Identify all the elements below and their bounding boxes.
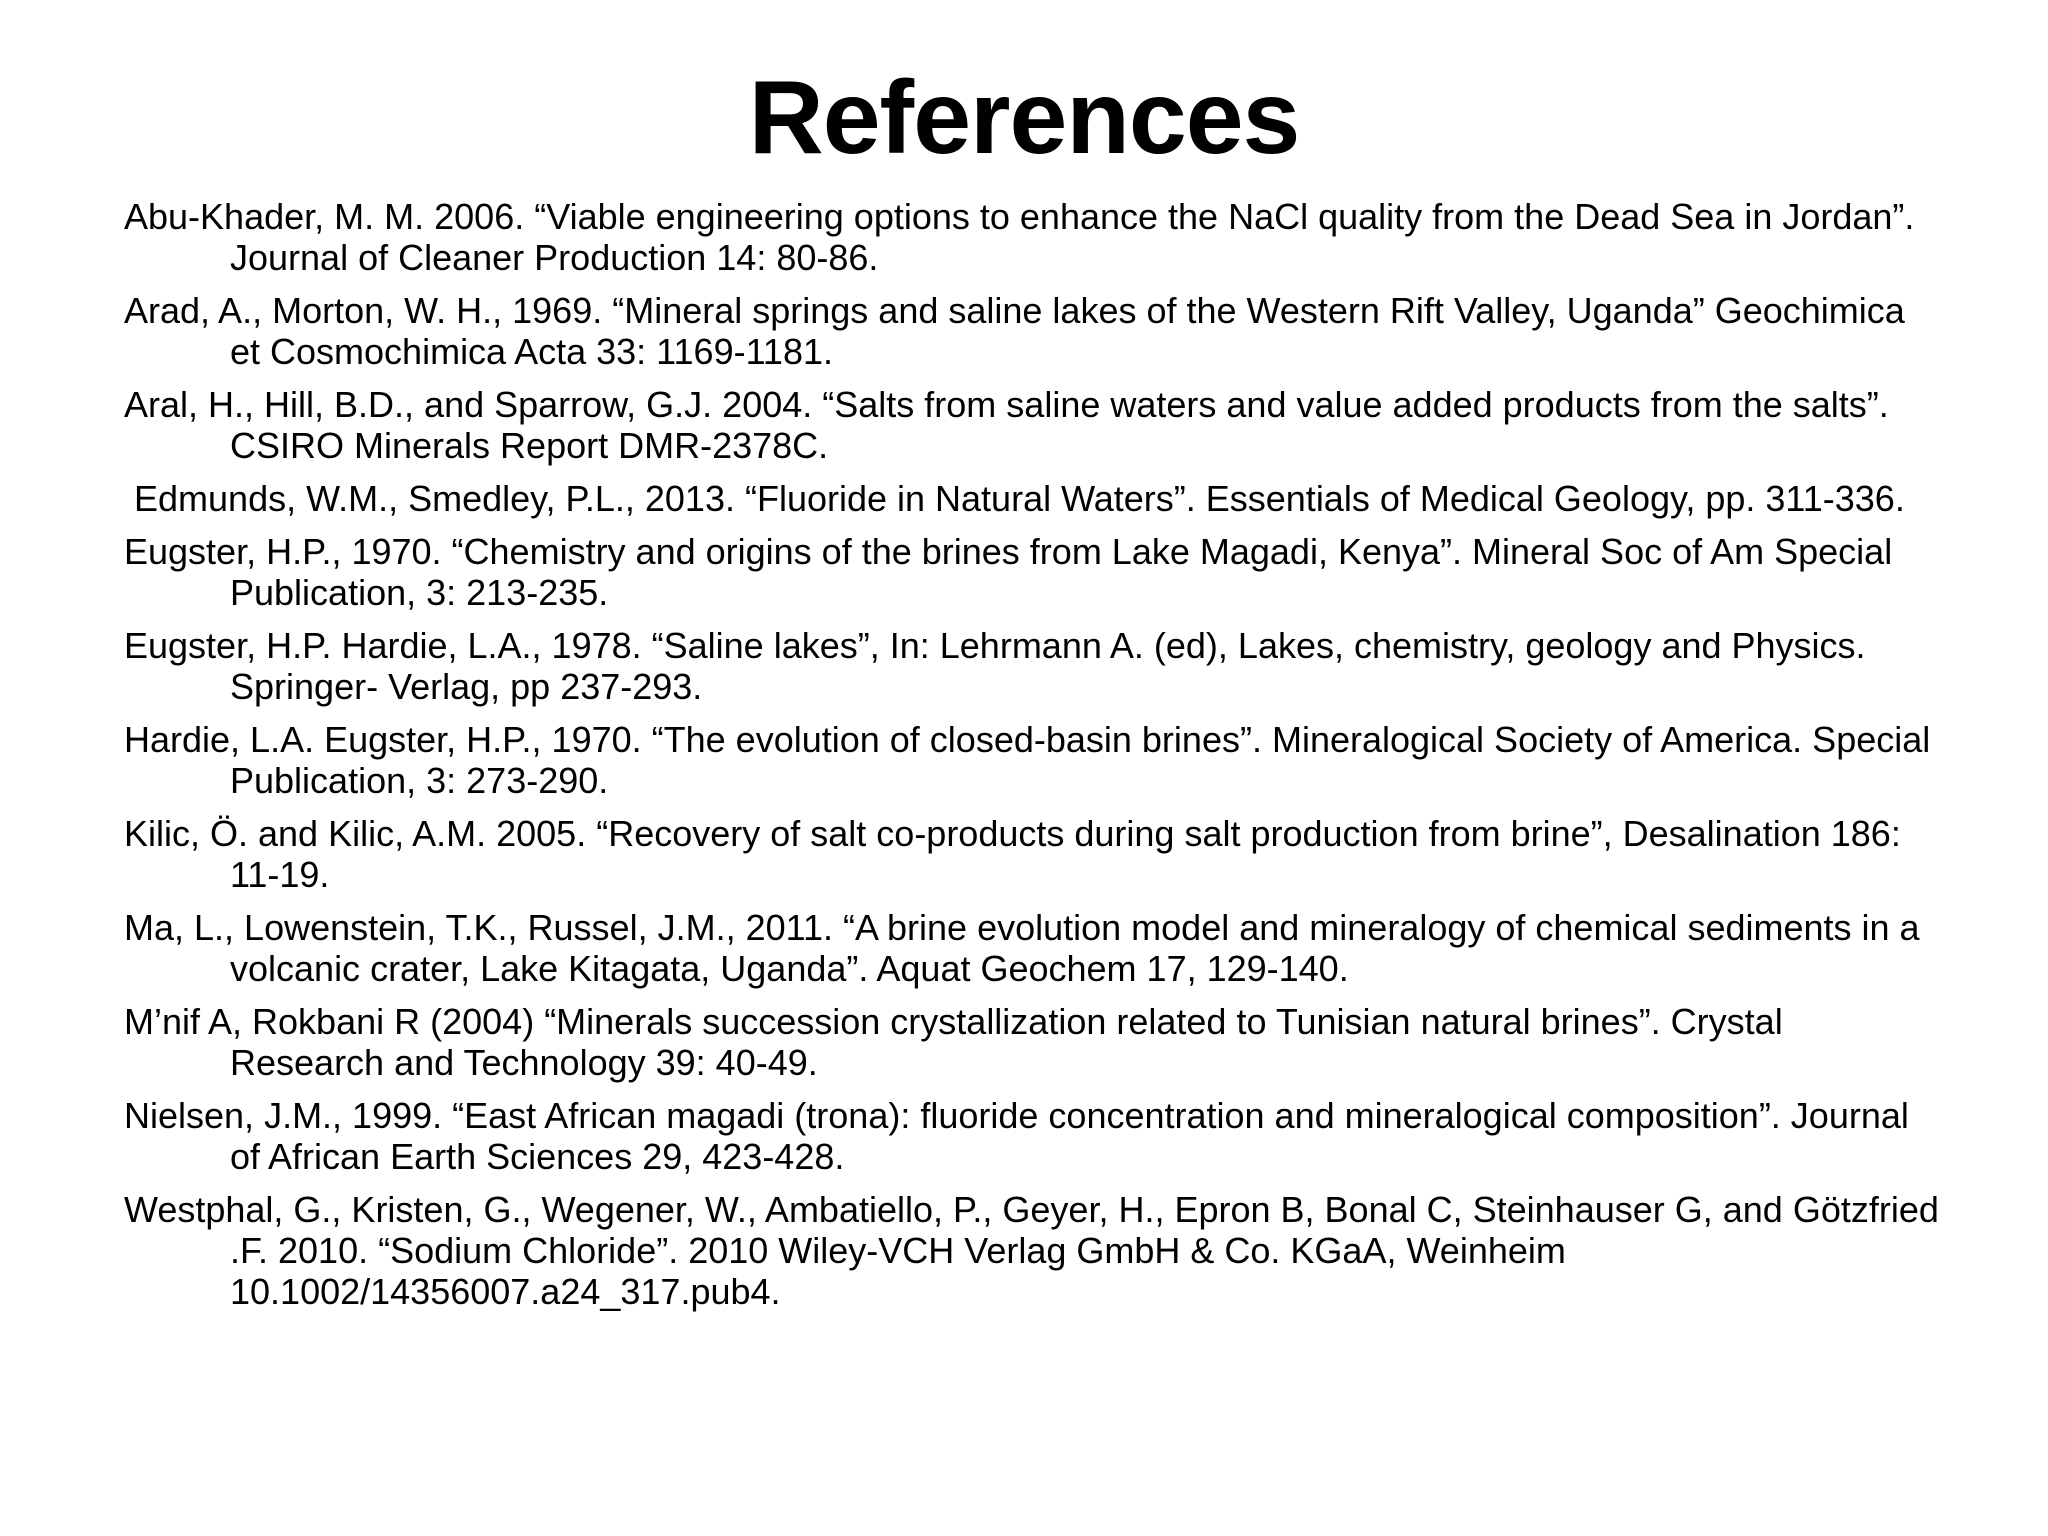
reference-item: Aral, H., Hill, B.D., and Sparrow, G.J. 2004. “Salts from saline waters and value added products from the salts”. CSIRO Minerals Report DMR-2378C. [124, 384, 1889, 466]
reference-item: Nielsen, J.M., 1999. “East African magadi (trona): fluoride concentration and mineralogical composition”. Journal of African Earth Sciences 29, 423-428. [124, 1095, 1909, 1177]
reference-item: Arad, A., Morton, W. H., 1969. “Mineral springs and saline lakes of the Western Rift Valley, Uganda” Geochimica et Cosmochimica Acta 33: 1169-1181. [124, 290, 1905, 372]
slide-title: References [748, 60, 1300, 176]
reference-item: Eugster, H.P., 1970. “Chemistry and origins of the brines from Lake Magadi, Kenya”. Mineral Soc of Am Special Publication, 3: 213-235. [124, 531, 1893, 613]
reference-item: Edmunds, W.M., Smedley, P.L., 2013. “Fluoride in Natural Waters”. Essentials of Medical Geology, pp. 311-336. [134, 478, 1905, 519]
reference-item: Hardie, L.A. Eugster, H.P., 1970. “The evolution of closed-basin brines”. Mineralogical Society of America. Special Publication, 3: 273-290. [124, 719, 1931, 801]
reference-list [124, 196, 1944, 1324]
reference-item: Eugster, H.P. Hardie, L.A., 1978. “Saline lakes”, In: Lehrmann A. (ed), Lakes, chemistry, geology and Physics. Springer- Verlag, pp 237-293. [124, 625, 1866, 707]
reference-item: Abu-Khader, M. M. 2006. “Viable engineering options to enhance the NaCl quality from the Dead Sea in Jordan”. Journal of Cleaner Production 14: 80-86. [124, 196, 1915, 278]
reference-item: M’nif A, Rokbani R (2004) “Minerals succession crystallization related to Tunisian natural brines”. Crystal Research and Technology 39: 40-49. [124, 1001, 1783, 1083]
reference-item: Ma, L., Lowenstein, T.K., Russel, J.M., 2011. “A brine evolution model and mineralogy of chemical sediments in a volcanic crater, Lake Kitagata, Uganda”. Aquat Geochem 17, 129-140. [124, 907, 1920, 989]
reference-item: Kilic, Ö. and Kilic, A.M. 2005. “Recovery of salt co-products during salt production from brine”, Desalination 186: 11-19. [124, 813, 1901, 895]
reference-item: Westphal, G., Kristen, G., Wegener, W., Ambatiello, P., Geyer, H., Epron B, Bonal C, Steinhauser G, and Götzfried .F. 2010. “Sodium Chloride”. 2010 Wiley-VCH Verlag GmbH & Co. KGaA, Weinheim 10.1002/14356007.a24_317.pub4. [124, 1189, 1939, 1312]
